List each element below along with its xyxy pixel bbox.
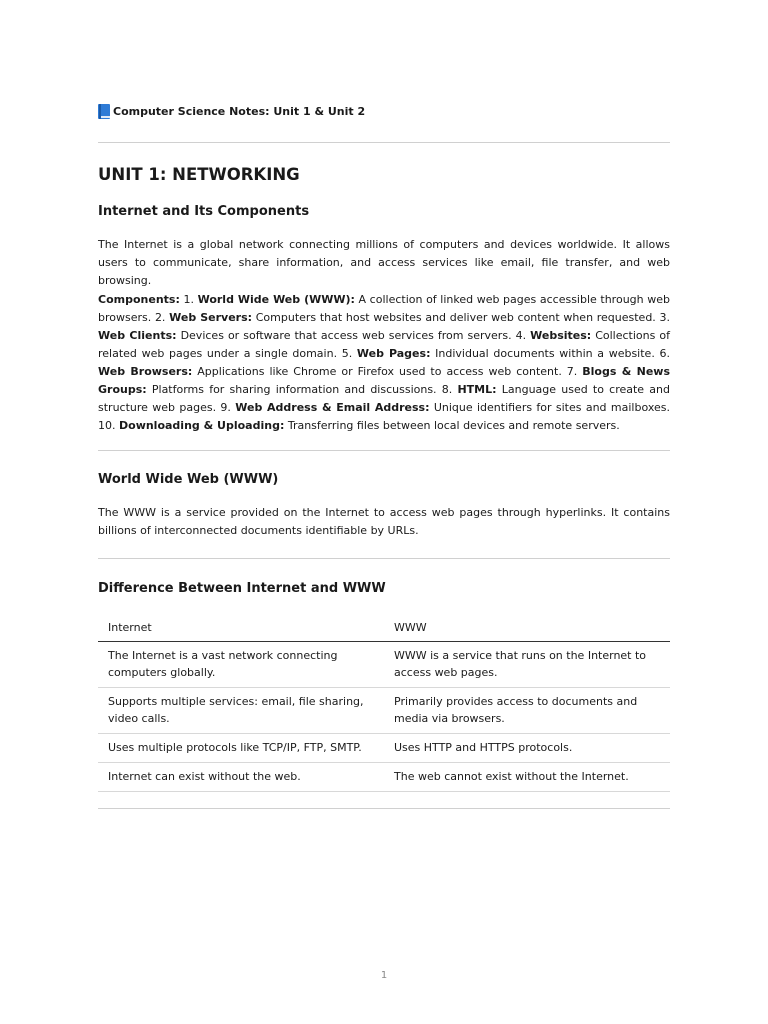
internet-heading: Internet and Its Components	[98, 204, 310, 219]
components-paragraph	[98, 291, 670, 435]
component-term: HTML:	[457, 383, 497, 396]
internet-intro: The Internet is a global network connecting millions of computers and devices worldwide. It allows users to communicate, share information, and access services like email, file transfer, and web browsing.	[98, 238, 670, 287]
component-desc: Applications like Chrome or Firefox used to access web content.	[192, 365, 567, 378]
document-title-text: Computer Science Notes: Unit 1 & Unit 2	[113, 105, 366, 118]
components-list	[98, 293, 670, 432]
component-term: Blogs & News Groups:	[98, 365, 670, 396]
table-row	[98, 642, 670, 688]
comparison-table	[98, 614, 670, 792]
page-number: 1	[380, 970, 388, 981]
table-cell: Uses multiple protocols like TCP/IP, FTP, SMTP.	[98, 734, 384, 763]
component-desc: Individual documents within a website.	[430, 347, 660, 360]
table-cell: The web cannot exist without the Internet.	[384, 763, 670, 792]
component-number: 2.	[154, 311, 170, 324]
component-term: Web Pages:	[356, 347, 431, 360]
table-row	[98, 688, 670, 734]
component-desc: A collection of linked web pages accessible through web browsers.	[98, 293, 670, 324]
component-number: 4.	[515, 329, 531, 342]
component-desc: Language used to create and structure web pages.	[98, 383, 670, 414]
components-label: Components:	[98, 293, 180, 306]
component-term: Web Address & Email Address:	[235, 401, 430, 414]
component-desc: Devices or software that access web services from servers.	[176, 329, 516, 342]
www-text: The WWW is a service provided on the Internet to access web pages through hyperlinks. It contains billions of interconnected documents identifiable by URLs.	[98, 506, 670, 537]
component-term: Downloading & Uploading:	[119, 419, 285, 432]
table-cell: Internet can exist without the web.	[98, 763, 384, 792]
table-cell: Uses HTTP and HTTPS protocols.	[384, 734, 670, 763]
component-desc: Computers that host websites and deliver web content when requested.	[252, 311, 660, 324]
table-row	[98, 763, 670, 792]
component-item	[220, 401, 670, 414]
component-term: Websites:	[530, 329, 592, 342]
unit-heading: UNIT 1: NETWORKING	[98, 165, 300, 184]
table-row	[98, 734, 670, 763]
component-item	[342, 347, 660, 360]
component-item	[155, 311, 660, 324]
difference-heading: Difference Between Internet and WWW	[98, 581, 386, 596]
component-number: 6.	[659, 347, 670, 360]
divider	[98, 808, 670, 809]
table-cell: Primarily provides access to documents and media via browsers.	[384, 688, 670, 734]
component-number: 9.	[220, 401, 236, 414]
column-header-internet: Internet	[98, 614, 384, 642]
component-number: 3.	[659, 311, 670, 324]
divider	[98, 558, 670, 559]
www-heading: World Wide Web (WWW)	[98, 472, 279, 487]
component-number: 8.	[441, 383, 458, 396]
component-term: World Wide Web (WWW):	[197, 293, 355, 306]
component-term: Web Servers:	[169, 311, 253, 324]
table-header-row	[98, 614, 670, 642]
column-header-www: WWW	[384, 614, 670, 642]
component-desc: Unique identifiers for sites and mailboxes.	[429, 401, 670, 414]
component-number: 10.	[98, 419, 119, 432]
component-term: Web Browsers:	[98, 365, 193, 378]
component-desc: Platforms for sharing information and discussions.	[146, 383, 442, 396]
table-cell: The Internet is a vast network connecting computers globally.	[98, 642, 384, 688]
component-number: 7.	[566, 365, 583, 378]
blue-book-icon	[98, 104, 110, 119]
table-cell: Supports multiple services: email, file sharing, video calls.	[98, 688, 384, 734]
divider	[98, 450, 670, 451]
component-term: Web Clients:	[98, 329, 177, 342]
component-desc: Transferring files between local devices and remote servers.	[284, 419, 620, 432]
component-number: 1.	[183, 293, 198, 306]
divider	[98, 142, 670, 143]
component-desc: Collections of related web pages under a single domain.	[98, 329, 670, 360]
component-number: 5.	[341, 347, 357, 360]
document-title	[98, 104, 365, 119]
table-cell: WWW is a service that runs on the Internet to access web pages.	[384, 642, 670, 688]
component-item	[98, 419, 620, 432]
